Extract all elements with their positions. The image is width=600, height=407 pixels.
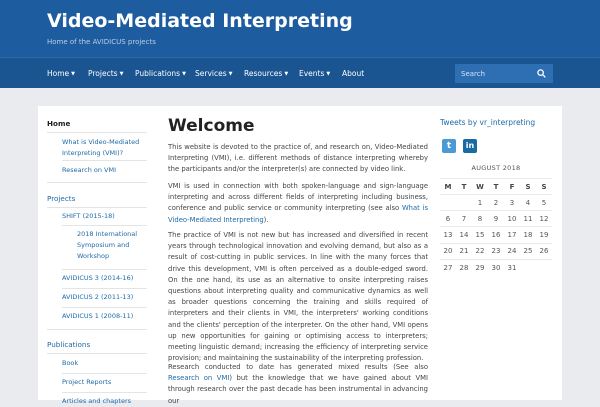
calendar-day: 25 <box>523 247 533 256</box>
calendar-day: 18 <box>523 230 533 239</box>
divider <box>47 132 147 133</box>
nav-item-resources[interactable] <box>244 69 288 78</box>
calendar-day: 24 <box>507 247 517 256</box>
calendar-day: 9 <box>493 214 499 223</box>
calendar-day: 16 <box>491 230 501 239</box>
paragraph <box>168 181 428 226</box>
calendar-day <box>456 195 472 211</box>
paragraph: This website is devoted to the practice of, and research on, Video-Mediated Interpreting (VMI), i.e. different methods of distance interpreting whereby the participants and/or the interpreter(s) are connected by video link. <box>168 143 428 174</box>
chevron-down-icon: ▼ <box>182 71 186 77</box>
calendar-week <box>440 211 552 227</box>
calendar-day: 8 <box>477 214 483 223</box>
calendar-day-header: S <box>525 182 531 191</box>
chevron-down-icon: ▼ <box>119 71 124 77</box>
what-is-vmi-link[interactable]: What is Video-Mediated Interpreting <box>168 204 428 224</box>
nav-item-label: Projects <box>88 69 118 78</box>
calendar-caption: AUGUST 2018 <box>471 164 521 172</box>
sidebar-item-project-reports[interactable]: Project Reports <box>62 378 112 386</box>
nav-item-label: Events <box>299 69 325 78</box>
paragraph <box>168 362 428 407</box>
calendar-day: 7 <box>461 214 467 223</box>
calendar-day: 26 <box>539 247 549 256</box>
calendar-day-header: W <box>476 182 484 191</box>
calendar-day: 13 <box>443 230 453 239</box>
divider <box>62 269 147 270</box>
divider <box>62 373 147 374</box>
calendar-week <box>440 243 552 259</box>
calendar-day <box>440 195 456 211</box>
chevron-down-icon: ▼ <box>71 71 76 77</box>
nav-item-label: Home <box>47 69 70 78</box>
calendar-day: 20 <box>443 247 453 256</box>
nav-item-label: Resources <box>244 69 283 78</box>
calendar-day: 12 <box>539 214 549 223</box>
sidebar-item-projects[interactable]: Projects <box>47 194 76 203</box>
search-box <box>455 64 553 83</box>
divider <box>62 160 147 161</box>
sidebar-item-research[interactable]: Research on VMI <box>62 166 117 174</box>
calendar-day-header: F <box>509 182 515 191</box>
calendar-day: 19 <box>539 230 549 239</box>
paragraph-text: ) but the knowledge that we have gained about VMI through research over the past decade has been instrumental in advancing our <box>168 374 429 405</box>
sidebar-item-what-is-vmi[interactable]: What is Video-Mediated Interpreting (VMI)? <box>62 138 140 157</box>
nav-item-label: About <box>342 69 365 78</box>
calendar-day: 27 <box>443 263 453 272</box>
chevron-down-icon: ▼ <box>228 71 233 77</box>
nav-item-publications[interactable] <box>135 69 186 78</box>
sidebar-item-avidicus-1[interactable]: AVIDICUS 1 (2008-11) <box>62 312 134 320</box>
divider <box>47 353 147 354</box>
divider <box>62 288 147 289</box>
sidebar-item-avidicus-2[interactable]: AVIDICUS 2 (2011-13) <box>62 293 134 301</box>
chevron-down-icon: ▼ <box>326 71 331 77</box>
chevron-down-icon: ▼ <box>284 71 289 77</box>
sidebar-item-home[interactable]: Home <box>47 119 71 128</box>
calendar-day: 30 <box>491 263 501 272</box>
site-title[interactable]: Video-Mediated Interpreting <box>47 10 353 32</box>
nav-item-label: Services <box>195 69 227 78</box>
search-input[interactable] <box>461 64 531 83</box>
calendar-day: 29 <box>475 263 485 272</box>
calendar-day-header: T <box>461 182 467 191</box>
site-header <box>0 0 600 57</box>
calendar-day-header: S <box>541 182 547 191</box>
linkedin-icon[interactable]: in <box>463 139 477 153</box>
calendar-day: 2 <box>493 198 499 207</box>
tweets-link[interactable]: Tweets by vr_interpreting <box>440 118 536 127</box>
calendar-week <box>440 259 552 275</box>
calendar-day <box>536 259 552 275</box>
sidebar-item-book[interactable]: Book <box>62 359 79 367</box>
content-area <box>38 106 562 405</box>
paragraph-text: ). <box>263 215 269 224</box>
divider <box>62 392 147 393</box>
calendar-day: 3 <box>509 198 515 207</box>
divider <box>47 207 147 208</box>
nav-item-services[interactable] <box>195 69 233 78</box>
twitter-icon[interactable]: t <box>442 139 456 153</box>
nav-item-about[interactable] <box>342 69 364 78</box>
research-on-vmi-link[interactable]: Research on VMI <box>168 374 230 383</box>
calendar-day: 17 <box>507 230 517 239</box>
paragraph-text: VMI is used in connection with both spoken-language and sign-language interpreting and across different fields of interpreting including business, conference and public service or community interpreting (see also <box>168 182 428 213</box>
paragraph: The practice of VMI is not new but has increased and diversified in recent years through technological innovation and evolving demand, but also as a result of cost-cutting in public services. In line with the many forces that drive this development, VMI is often perceived as a double-edged sword. On the one hand, its use as an alternative to onsite interpreting raises questions about interpreting quality and communicative dynamics as well as broader questions concerning the training and skills required of interpreters and their clients in VMI, the interpreters' working conditions and the clients' perception of the interpreter. On the other hand, VMI opens up new opportunities for gaining or optimising access to interpreters; meeting linguistic demand; increasing the efficiency of interpreting service provision; and maintaining the sustainability of the interpreting profession. <box>168 231 428 363</box>
divider <box>47 182 147 183</box>
sidebar-item-avidicus-3[interactable]: AVIDICUS 3 (2014-16) <box>62 274 134 282</box>
nav-item-home[interactable] <box>47 69 75 78</box>
search-icon[interactable] <box>537 69 546 78</box>
nav-item-projects[interactable] <box>88 69 123 78</box>
calendar-day <box>520 259 536 275</box>
site-tagline: Home of the AVIDICUS projects <box>47 38 156 46</box>
calendar-day: 31 <box>507 263 517 272</box>
nav-item-events[interactable] <box>299 69 330 78</box>
divider <box>47 329 147 330</box>
calendar-day: 23 <box>491 247 501 256</box>
calendar-day: 4 <box>525 198 531 207</box>
sidebar-item-articles[interactable]: Articles and chapters <box>62 397 132 405</box>
calendar <box>440 178 552 275</box>
calendar-day-header: T <box>493 182 499 191</box>
nav-item-label: Publications <box>135 69 181 78</box>
calendar-day: 1 <box>477 198 483 207</box>
sidebar-item-publications[interactable]: Publications <box>47 340 91 349</box>
main-nav <box>0 57 600 88</box>
calendar-day: 10 <box>507 214 517 223</box>
calendar-day: 6 <box>445 214 451 223</box>
calendar-week <box>440 227 552 243</box>
calendar-day: 22 <box>475 247 485 256</box>
calendar-day: 28 <box>459 263 469 272</box>
calendar-week <box>440 195 552 211</box>
sidebar-item-shift[interactable]: SHIFT (2015-18) <box>62 212 115 220</box>
paragraph-text: Research conducted to date has generated mixed results (See also <box>168 363 428 371</box>
page-title: Welcome <box>168 116 255 136</box>
divider <box>62 225 147 226</box>
divider <box>62 307 147 308</box>
calendar-day: 11 <box>523 214 533 223</box>
calendar-day: 21 <box>459 247 469 256</box>
calendar-day: 5 <box>541 198 547 207</box>
calendar-day: 15 <box>475 230 485 239</box>
sidebar-item-symposium[interactable]: 2018 International Symposium and Workshop <box>77 230 138 260</box>
calendar-day-header: M <box>444 182 452 191</box>
calendar-day: 14 <box>459 230 469 239</box>
